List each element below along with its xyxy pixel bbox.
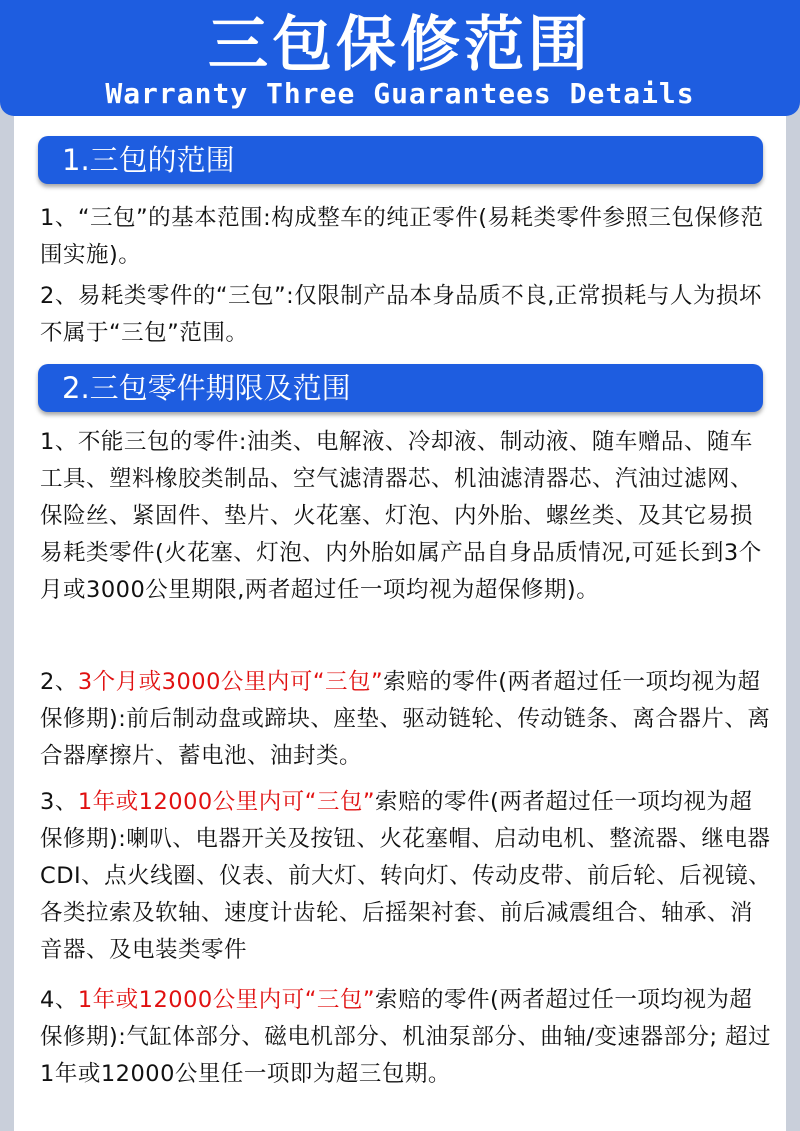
item-2-text: 索赔的零件(两者超过任一项均视为超保修期):前后制动盘或蹄块、座垫、驱动链轮、传动链条、离合器片、离合器摩擦片、蓄电池、油封类。 [40, 669, 771, 769]
item-3-highlight: 1年或12000公里内可“三包” [77, 789, 376, 815]
item-4-prefix: 4、 [40, 987, 78, 1013]
section-2-item-2 [40, 664, 774, 775]
section-2-item-3 [40, 784, 774, 969]
item-3-prefix: 3、 [40, 789, 78, 815]
section-1-heading: 1.三包的范围 [38, 136, 763, 184]
item-2-prefix: 2、 [40, 669, 78, 695]
header-banner [0, 0, 800, 116]
page-title: 三包保修范围 [208, 10, 592, 80]
section-1-item-1: 1、“三包”的基本范围:构成整车的纯正零件(易耗类零件参照三包保修范围实施)。 [40, 205, 764, 268]
section-1-item-2: 2、易耗类零件的“三包”:仅限制产品本身品质不良,正常损耗与人为损坏不属于“三包”范围。 [40, 283, 762, 346]
section-2-item-4 [40, 982, 774, 1093]
item-3-text: 索赔的零件(两者超过任一项均视为超保修期):喇叭、电器开关及按钮、火花塞帽、启动电机、整流器、继电器CDI、点火线圈、仪表、前大灯、转向灯、传动皮带、前后轮、后视镜、各类拉索及软轴、速度计齿轮、后摇架衬套、前后减震组合、轴承、消音器、及电装类零件 [40, 789, 772, 963]
content-panel [14, 116, 786, 1131]
section-2-heading: 2.三包零件期限及范围 [38, 364, 763, 412]
item-4-text: 索赔的零件(两者超过任一项均视为超保修期):气缸体部分、磁电机部分、机油泵部分、曲轴/变速器部分; 超过1年或12000公里任一项即为超三包期。 [40, 987, 772, 1087]
item-4-highlight: 1年或12000公里内可“三包” [77, 987, 376, 1013]
page-subtitle: Warranty Three Guarantees Details [105, 77, 695, 110]
item-2-highlight: 3个月或3000公里内可“三包” [77, 669, 384, 695]
section-2-item-1: 1、不能三包的零件:油类、电解液、冷却液、制动液、随车赠品、随车工具、塑料橡胶类制品、空气滤清器芯、机油滤清器芯、汽油过滤网、保险丝、紧固件、垫片、火花塞、灯泡、内外胎、螺丝类、及其它易损易耗类零件(火花塞、灯泡、内外胎如属产品自身品质情况,可延长到3个月或3000公里期限,两者超过任一项均视为超保修期)。 [40, 429, 762, 603]
